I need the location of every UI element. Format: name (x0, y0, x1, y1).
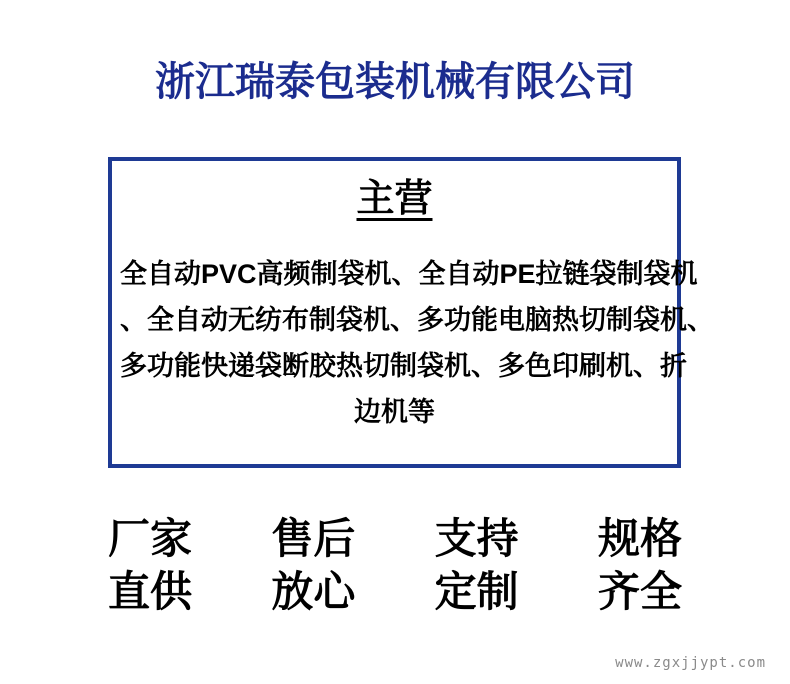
selling-point-factory-direct (108, 512, 192, 618)
selling-point-line: 支持 (434, 515, 519, 562)
selling-point-specifications (598, 512, 682, 618)
selling-point-line: 规格 (597, 515, 682, 562)
product-line: 、全自动无纺布制袋机、多功能电脑热切制袋机、 (120, 305, 714, 335)
selling-point-customization (435, 512, 519, 618)
product-list (112, 251, 714, 435)
selling-point-line: 直供 (108, 568, 193, 615)
selling-points-row (108, 512, 682, 618)
selling-point-line: 齐全 (597, 568, 682, 615)
selling-point-line: 厂家 (108, 515, 193, 562)
product-line: 边机等 (354, 397, 435, 427)
product-line: 全自动PVC高频制袋机、全自动PE拉链袋制袋机 (120, 259, 698, 289)
main-business-heading: 主营 (356, 178, 433, 220)
selling-point-after-sales (271, 512, 355, 618)
selling-point-line: 定制 (434, 568, 519, 615)
product-line: 多功能快递袋断胶热切制袋机、多色印刷机、折 (120, 351, 687, 381)
selling-point-line: 放心 (271, 568, 356, 615)
selling-point-line: 售后 (271, 515, 356, 562)
company-title: 浙江瑞泰包装机械有限公司 (155, 60, 635, 104)
watermark-url: www.zgxjjypt.com (615, 655, 766, 671)
main-products-box (108, 157, 714, 468)
